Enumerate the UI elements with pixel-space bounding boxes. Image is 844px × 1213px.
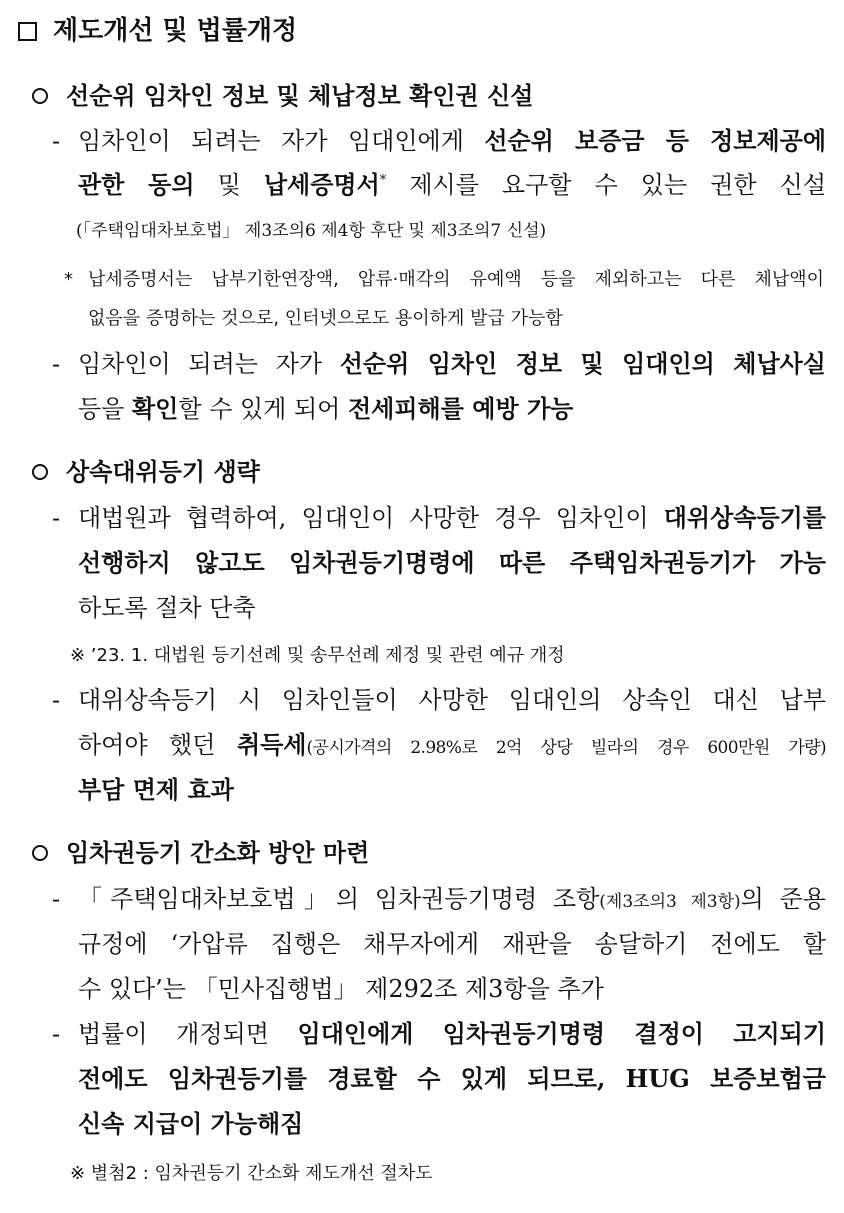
section-heading-1: [32, 79, 533, 113]
section-heading-2: [32, 455, 260, 489]
bold-text: 납세증명서: [263, 170, 380, 199]
text-span: 법률이 개정되면: [78, 1020, 298, 1048]
dash-bullet: -: [52, 686, 61, 714]
section-heading-1-text: 선순위 임차인 정보 및 체납정보 확인권 신설: [66, 81, 534, 110]
s3-bullet1-line1: [78, 882, 826, 916]
footnote-line1: 납세증명서는 납부기한연장액, 압류·매각의 유예액 등을 제외하고는 다른 체납액이: [88, 269, 824, 290]
text-span: 「주택임대차보호법」의 임차권등기명령 조항: [78, 885, 600, 913]
s3-bullet2-line3: 신속 지급이 가능해짐: [78, 1109, 304, 1138]
s3-bullet1-line2: 규정에 ‘가압류 집행은 채무자에게 재판을 송달하기 전에도 할: [78, 930, 826, 958]
text-span: 하여야 했던: [78, 731, 237, 759]
s1-bullet2-line2: [78, 392, 826, 426]
s1-law-reference: (「주택임대차보호법」 제3조의6 제4항 후단 및 제3조의7 신설): [76, 221, 547, 241]
text-span: 제시를 요구할 수 있는 권한 신설: [386, 171, 827, 199]
s3-note: ※ 별첨2 : 임차권등기 간소화 제도개선 절차도: [70, 1163, 433, 1184]
footnote-star: *: [64, 269, 73, 290]
s1-bullet2-line1: [78, 347, 826, 381]
circle-bullet-icon: [32, 464, 48, 480]
circle-bullet-icon: [32, 88, 48, 104]
dash-bullet: -: [52, 127, 61, 155]
s3-bullet2-line2: 전에도 임차권등기를 경료할 수 있게 되므로, HUG 보증보험금: [78, 1064, 826, 1093]
s2-bullet1-line2: 선행하지 않고도 임차권등기명령에 따른 주택임차권등기가 가능: [78, 548, 826, 577]
dash-bullet: -: [52, 504, 61, 532]
page-title: [18, 14, 297, 48]
s1-bullet1-line1: [78, 124, 826, 158]
section-heading-2-text: 상속대위등기 생략: [66, 457, 260, 486]
text-span: 대법원과 협력하여, 임대인이 사망한 경우 임차인이: [78, 504, 664, 532]
circle-bullet-icon: [32, 845, 48, 861]
small-text: (공시가격의 2.98%로 2억 상당 빌라의 경우 600만원 가량): [306, 738, 826, 758]
bold-text: 선순위 보증금 등 정보제공에: [484, 126, 826, 155]
s2-bullet1-line3: 하도록 절차 단축: [78, 594, 256, 622]
dash-bullet: -: [52, 350, 61, 378]
footnote-line2: 없음을 증명하는 것으로, 인터넷으로도 용이하게 발급 가능함: [88, 308, 563, 329]
s2-bullet1-line1: [78, 501, 826, 535]
text-span: 및: [194, 171, 264, 199]
dash-bullet: -: [52, 1020, 61, 1048]
checkbox-square-icon: [18, 22, 37, 41]
dash-bullet: -: [52, 885, 61, 913]
small-text: (제3조의3 제3항): [599, 892, 741, 912]
text-span: 의 준용: [740, 885, 826, 913]
text-span: 할 수 있게 되어: [178, 395, 348, 423]
page-title-text: 제도개선 및 법률개정: [53, 16, 298, 46]
section-heading-3-text: 임차권등기 간소화 방안 마련: [66, 838, 370, 867]
s2-bullet2-line1: 대위상속등기 시 임차인들이 사망한 임대인의 상속인 대신 납부: [78, 686, 826, 714]
s3-bullet2-line1: [78, 1017, 826, 1051]
s2-bullet2-line2: [78, 728, 826, 762]
section-heading-3: [32, 836, 369, 870]
bold-text: 관한 동의: [78, 170, 195, 199]
bold-text: 취득세: [236, 730, 307, 759]
s1-bullet1-line2: [78, 168, 826, 202]
s3-bullet1-line3: 수 있다’는 「민사집행법」 제292조 제3항을 추가: [78, 975, 604, 1003]
footnote-mark: *: [379, 173, 387, 188]
text-span: 등을: [78, 395, 132, 423]
bold-text: 전세피해를 예방 가능: [348, 394, 574, 423]
bold-text: 임대인에게 임차권등기명령 결정이 고지되기: [297, 1019, 827, 1048]
text-span: 임차인이 되려는 자가: [78, 350, 340, 378]
s2-note: ※ ’23. 1. 대법원 등기선례 및 송무선례 제정 및 관련 예규 개정: [70, 645, 565, 666]
text-span: 임차인이 되려는 자가 임대인에게: [78, 127, 485, 155]
s2-bullet2-line3: 부담 면제 효과: [78, 775, 234, 804]
bold-text: 대위상속등기를: [663, 503, 826, 532]
bold-text: 선순위 임차인 정보 및 임대인의 체납사실: [339, 349, 826, 378]
bold-text: 확인: [132, 394, 179, 423]
